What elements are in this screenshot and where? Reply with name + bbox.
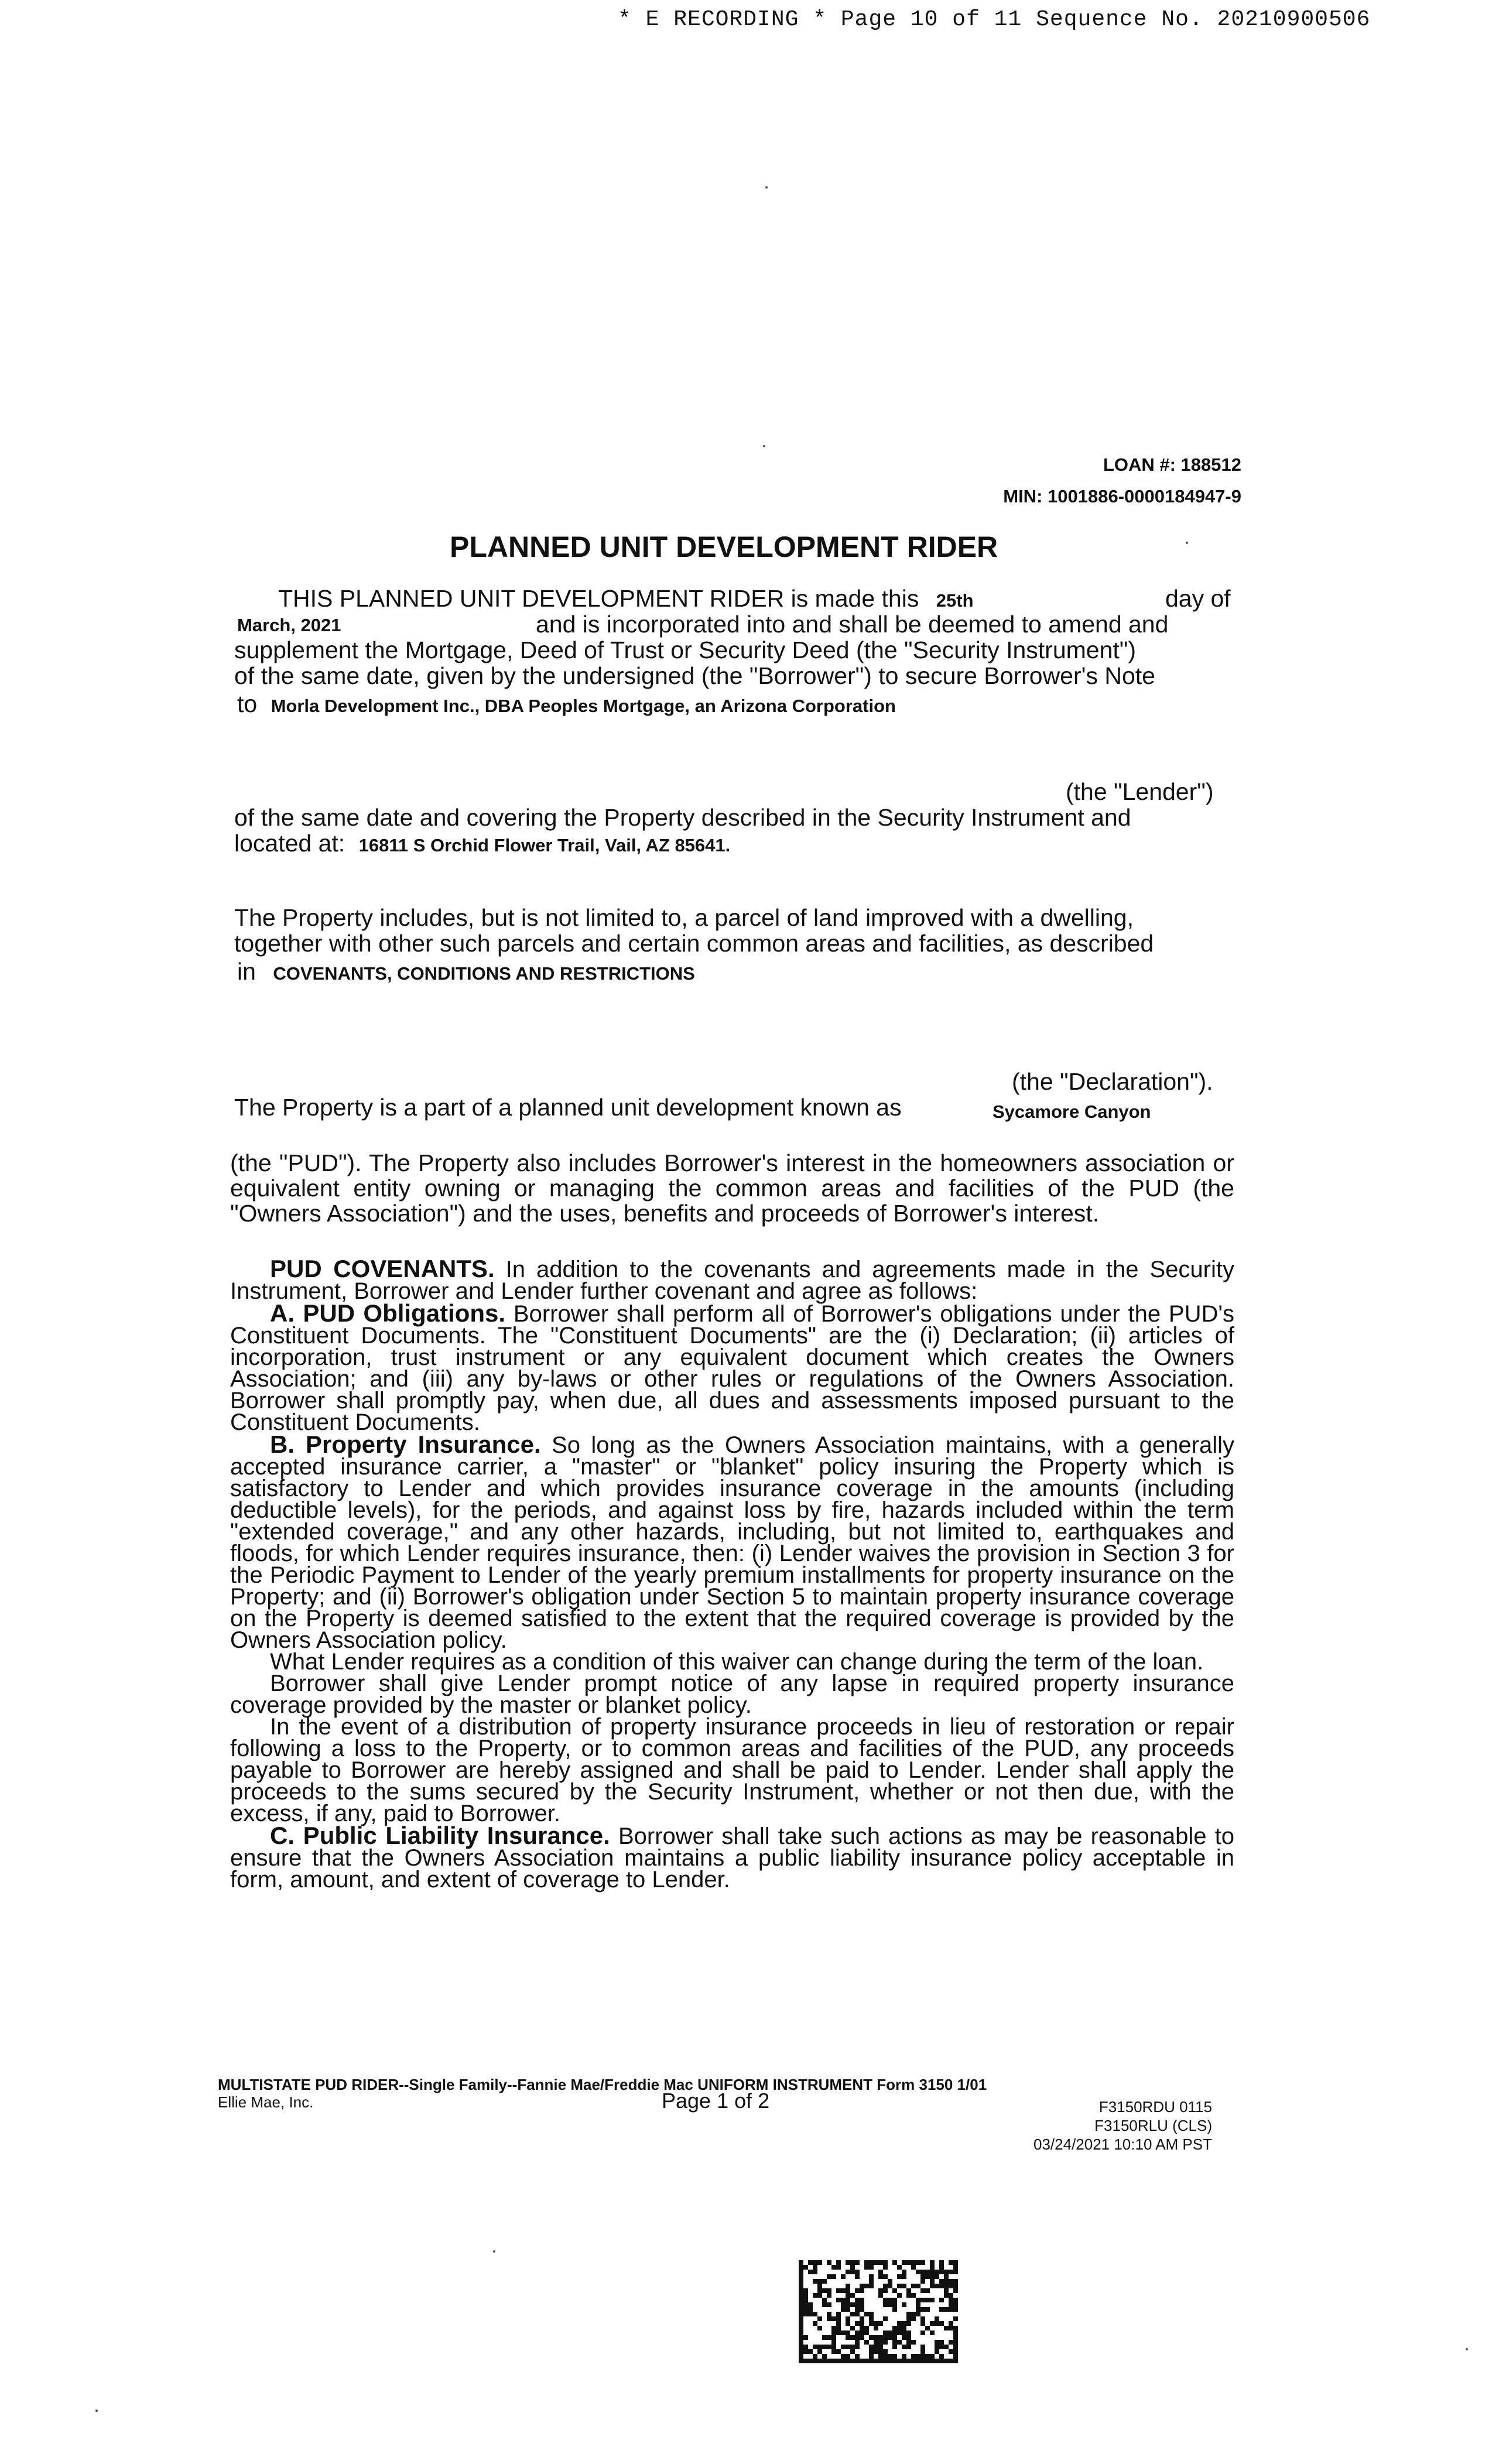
pud-name: Sycamore Canyon (993, 1101, 1151, 1122)
min-number: MIN: 1001886-0000184947-9 (1003, 486, 1241, 507)
lender-tag: (the "Lender") (1066, 778, 1214, 805)
intro-line-5: to Morla Development Inc., DBA Peoples Mortgage, an Arizona Corporation (237, 690, 896, 717)
intro-line-4: of the same date, given by the undersigned (the "Borrower") to secure Borrower's Note (234, 662, 1155, 689)
pud-definition-paragraph: (the "PUD"). The Property also includes Borrower's interest in the homeowners association or equivalent entity owning or managing the common areas and facilities of the PUD (the "Owners Association") and the uses, benefits and proceeds of Borrower's interest. (230, 1149, 1234, 1227)
lender-line-2: of the same date and covering the Property described in the Security Instrument and (234, 804, 1131, 831)
covenant-c-heading: C. Public Liability Insurance. (270, 1822, 610, 1849)
lender-name: Morla Development Inc., DBA Peoples Mortgage, an Arizona Corporation (271, 696, 896, 716)
pud-line: The Property is a part of a planned unit development known as (234, 1094, 902, 1121)
declaration-tag: (the "Declaration"). (1012, 1068, 1213, 1095)
intro-line-3: supplement the Mortgage, Deed of Trust or Security Deed (the "Security Instrument") (234, 636, 1136, 663)
scan-speck (763, 445, 765, 447)
footer-timestamp: 03/24/2021 10:10 AM PST (1033, 2136, 1212, 2153)
recording-header: * E RECORDING * Page 10 of 11 Sequence No. 20210900506 (618, 7, 1371, 32)
covenant-b: B. Property Insurance. So long as the Owners Association maintains, with a generally accepted insurance carrier, a "master" or "blanket" policy insuring the Property which is satisfactory to Lender and which provides insurance coverage in the amounts (including deductible levels), for the periods, and against loss by fire, hazards included within the term "extended coverage," and any other hazards, including, but not limited to, earthquakes and floods, for which Lender requires insurance, then: (i) Lender waives the provision in Section 3 for the Periodic Payment to Lender of the yearly premium installments for property insurance on the Property; and (ii) Borrower's obligation under Section 5 to maintain property insurance coverage on the Property is deemed satisfied to the extent that the required coverage is provided by the Owners Association policy. (230, 1431, 1234, 1653)
covenant-a: A. PUD Obligations. Borrower shall perform all of Borrower's obligations under the PUD's Constituent Documents. The "Constituent Documents" are the (i) Declaration; (ii) articles of incorporation, trust instrument or any equivalent document which creates the Owners Association; and (iii) any by-laws or other rules or regulations of the Owners Association. Borrower shall promptly pay, when due, all dues and assessments imposed pursuant to the Constituent Documents. (230, 1299, 1234, 1435)
covenant-c: C. Public Liability Insurance. Borrower shall take such actions as may be reasonable to ensure that the Owners Association maintains a public liability insurance policy acceptable in form, amount, and extent of coverage to Lender. (230, 1822, 1234, 1893)
property-address: 16811 S Orchid Flower Trail, Vail, AZ 85641. (358, 835, 731, 855)
intro-day-of: day of (1165, 585, 1231, 612)
declaration-document: COVENANTS, CONDITIONS AND RESTRICTIONS (273, 963, 695, 984)
footer-form-title: MULTISTATE PUD RIDER--Single Family--Fannie Mae/Freddie Mac UNIFORM INSTRUMENT Form 3150 1/01 (218, 2076, 987, 2093)
footer-page-number: Page 1 of 2 (662, 2089, 770, 2113)
located-line: located at: 16811 S Orchid Flower Trail, Vail, AZ 85641. (234, 830, 731, 857)
footer-company: Ellie Mae, Inc. (218, 2093, 314, 2111)
property-line-2: together with other such parcels and certain common areas and facilities, as described (234, 930, 1154, 957)
scan-speck (765, 186, 768, 189)
covenants-intro: PUD COVENANTS. In addition to the covenants and agreements made in the Security Instrument, Borrower and Lender further covenant and agree as follows: (230, 1255, 1234, 1304)
intro-month-year: March, 2021 (237, 615, 341, 635)
scan-speck (95, 2410, 98, 2412)
scan-speck (1186, 542, 1188, 544)
footer-code-1: F3150RDU 0115 (1098, 2098, 1212, 2116)
document-title: PLANNED UNIT DEVELOPMENT RIDER (450, 531, 998, 563)
covenant-b-waiver: What Lender requires as a condition of this waiver can change during the term of the loan. (270, 1649, 1204, 1675)
loan-number: LOAN #: 188512 (1103, 454, 1241, 475)
scan-speck (493, 2250, 495, 2253)
pud-covenants-section (230, 1255, 1234, 1893)
covenant-b-heading: B. Property Insurance. (270, 1431, 541, 1458)
intro-line-1: THIS PLANNED UNIT DEVELOPMENT RIDER is made this 25th (278, 585, 974, 612)
property-line-3: in COVENANTS, CONDITIONS AND RESTRICTIONS (237, 958, 695, 985)
intro-line-2: and is incorporated into and shall be deemed to amend and (536, 611, 1169, 638)
covenants-heading: PUD COVENANTS. (270, 1255, 495, 1282)
barcode-icon (798, 2260, 959, 2363)
covenant-b-notice: Borrower shall give Lender prompt notice of any lapse in required property insurance coverage provided by the master or blanket policy. (230, 1671, 1234, 1718)
property-line-1: The Property includes, but is not limited to, a parcel of land improved with a dwelling, (234, 904, 1134, 931)
intro-day: 25th (936, 590, 974, 611)
covenant-a-heading: A. PUD Obligations. (270, 1299, 506, 1327)
footer-code-2: F3150RLU (CLS) (1094, 2117, 1212, 2134)
covenant-b-distribution: In the event of a distribution of property insurance proceeds in lieu of restoration or repair following a loss to the Property, or to common areas and facilities of the PUD, any proceeds payable to Borrower are hereby assigned and shall be paid to Lender. Lender shall apply the proceeds to the sums secured by the Security Instrument, whether or not then due, with the excess, if any, paid to Borrower. (230, 1714, 1234, 1826)
scan-speck (1466, 2348, 1468, 2350)
